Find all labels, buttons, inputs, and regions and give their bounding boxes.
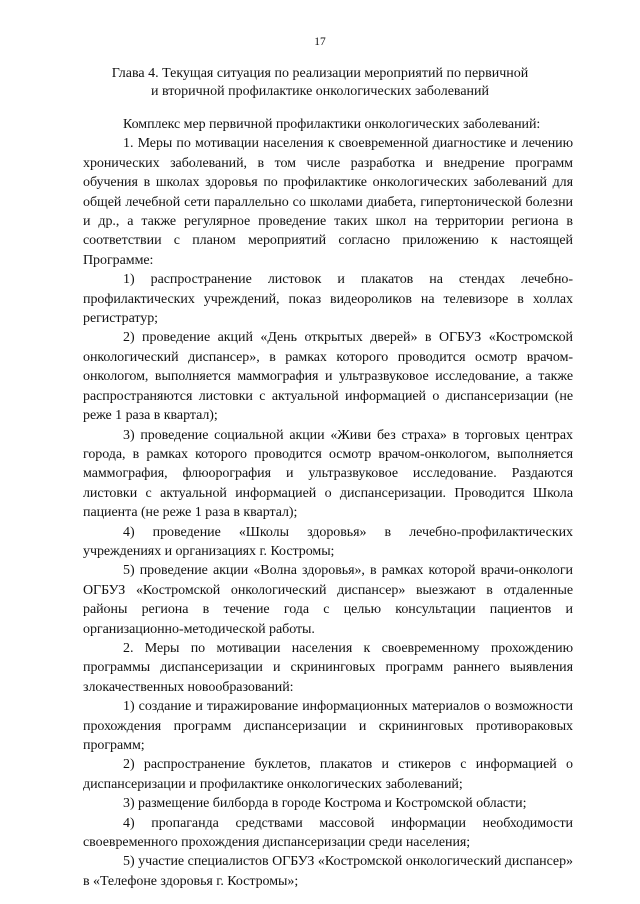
- paragraph-item-1-1: 1) распространение листовок и плакатов на стендах лечебно-профилактических учреждений, показ видеороликов на телевизоре в холлах регистратур;: [83, 272, 573, 327]
- chapter-title-line-2: и вторичной профилактике онкологических заболеваний: [150, 84, 490, 99]
- chapter-title: [90, 65, 550, 101]
- paragraph-item-2-2: 2) распространение буклетов, плакатов и стикеров с информацией о диспансеризации и профилактике онкологических заболеваний;: [83, 757, 573, 792]
- chapter-title-line-1: Глава 4. Текущая ситуация по реализации мероприятий по первичной: [111, 66, 529, 81]
- paragraph-item-1-2: 2) проведение акций «День открытых дверей» в ОГБУЗ «Костромской онкологический диспансер», в рамках которого проводится осмотр врачом-онкологом, выполняется маммография и ультразвуковое исследование, а также распространяются листовки с актуальной информацией о диспансеризации (не реже 1 раза в квартал);: [83, 330, 573, 424]
- paragraph-measure-1: 1. Меры по мотивации населения к своевременной диагностике и лечению хронических заболеваний, в том числе разработка и внедрение программ обучения в школах здоровья по профилактике онкологических заболеваний для общей лечебной сети параллельно со школами диабета, гипертонической болезни и др., а также регулярное проведение таких школ на территории региона в соответствии с планом мероприятий согласно приложению к настоящей Программе:: [83, 136, 573, 268]
- paragraph-measure-2: 2. Меры по мотивации населения к своевременному прохождению программы диспансеризации и скрининговых программ раннего выявления злокачественных новообразований:: [83, 640, 573, 695]
- paragraph-intro: Комплекс мер первичной профилактики онкологических заболеваний:: [123, 117, 541, 132]
- paragraph-item-1-5: 5) проведение акции «Волна здоровья», в рамках которой врачи-онкологи ОГБУЗ «Костромской онкологический диспансер» выезжают в отдаленные районы региона в течение года с целью консультации пациентов и организационно-методической работы.: [83, 563, 573, 637]
- paragraph-item-1-4: 4) проведение «Школы здоровья» в лечебно-профилактических учреждениях и организациях г. Костромы;: [83, 524, 573, 559]
- paragraph-item-2-3: 3) размещение билборда в городе Кострома и Костромской области;: [123, 796, 527, 812]
- page-number: 17: [314, 36, 326, 48]
- paragraph-item-1-3: 3) проведение социальной акции «Живи без страха» в торговых центрах города, в рамках которого проводится осмотр врачом-онкологом, выполняется маммография, флюорография и ультразвуковое исследование. Раздаются листовки с актуальной информацией о диспансеризации. Проводится Школа пациента (не реже 1 раза в квартал);: [83, 427, 573, 521]
- document-body: [83, 115, 573, 891]
- paragraph-item-2-4: 4) пропаганда средствами массовой информации необходимости своевременного прохождения диспансеризации среди населения;: [83, 815, 573, 851]
- paragraph-item-2-1: 1) создание и тиражирование информационных материалов о возможности прохождения программ диспансеризации и скрининговых противораковых программ;: [83, 699, 573, 753]
- paragraph-item-2-5: 5) участие специалистов ОГБУЗ «Костромской онкологический диспансер» в «Телефоне здоровья г. Костромы»;: [83, 854, 573, 889]
